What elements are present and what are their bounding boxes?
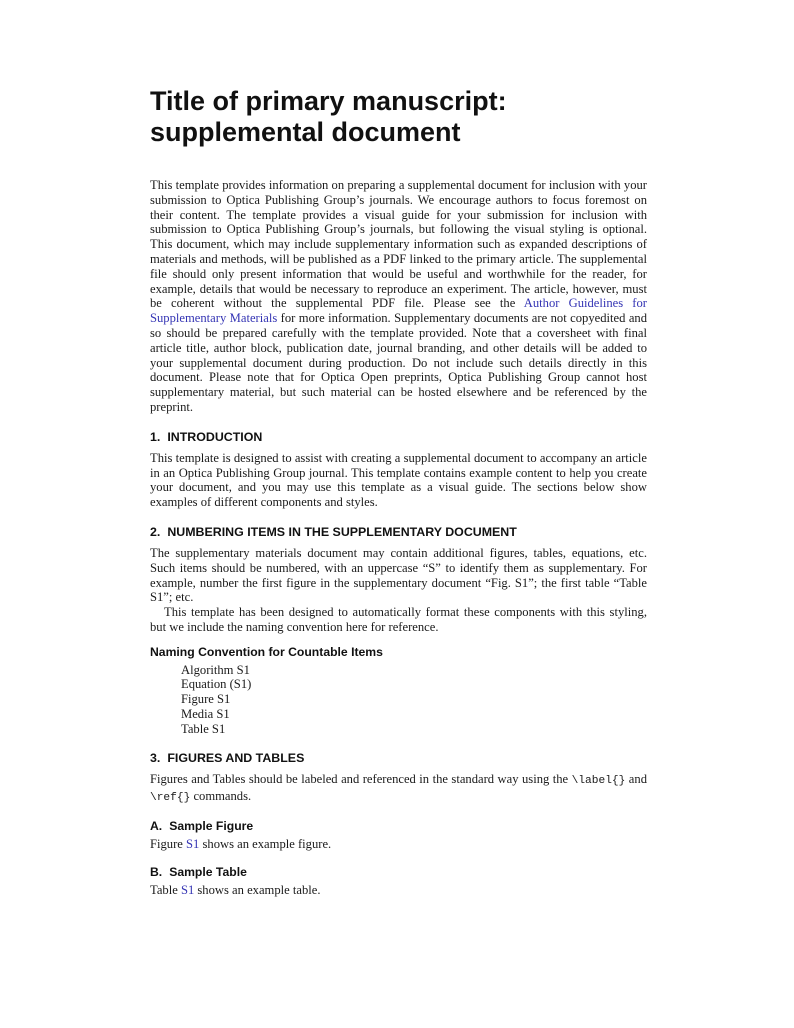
section-title: INTRODUCTION [167, 429, 263, 444]
section-1-heading [150, 430, 647, 444]
section-title: FIGURES AND TABLES [167, 751, 305, 766]
figures-tables-text-1: Figures and Tables should be labeled and referenced in the standard way using the [150, 772, 572, 787]
figures-tables-text-2: and [625, 772, 647, 787]
subsection-title: Sample Table [169, 864, 247, 879]
section-number: 1. [150, 429, 161, 444]
list-item: Figure S1 [181, 692, 231, 707]
lead-paragraph [150, 178, 647, 415]
page-title-line-2: supplemental document [150, 117, 461, 147]
figures-tables-text-3: commands. [190, 789, 252, 804]
lead-text-pre: This template provides information on preparing a supplemental document for inclusion with your submission to Optica Publishing Group’s journals. We encourage authors to focus foremost on their content. The template provides a visual guide for your submission for inclusion with submission to Optica Publishing Group’s journals, but following the visual styling is optional. This document, which may include supplementary information such as expanded descriptions of materials and methods, will be published as a PDF linked to the primary article. The supplemental file should only present information that would be useful and worthwhile for the reader, for example, details that would be necessary to reproduce an experiment. The article, however, must be coherent without the supplemental PDF file. Please see the [150, 178, 647, 311]
subsection-a-heading [150, 819, 647, 833]
page-title [150, 86, 647, 148]
sample-table-text-pre: Table [150, 882, 181, 897]
document-content [150, 86, 647, 897]
naming-convention-list [150, 663, 647, 737]
table-s1-ref-link[interactable]: S1 [180, 882, 195, 897]
section-number: 2. [150, 524, 161, 539]
list-item: Media S1 [181, 706, 230, 721]
sample-table-text-post: shows an example table. [194, 882, 321, 897]
figures-tables-paragraph [150, 772, 647, 806]
list-item: Table S1 [181, 721, 226, 736]
sample-figure-paragraph [150, 837, 647, 852]
page-title-line-1: Title of primary manuscript: [150, 86, 507, 116]
subsection-letter: B. [150, 864, 163, 879]
numbering-paragraph-1: The supplementary materials document may contain additional figures, tables, equations, etc. Such items should be numbered, with an uppercase “S” to identify them as supplementary. For example, number the first figure in the supplementary document “Fig. S1”; the first table “Table S1”; etc. [150, 545, 647, 605]
section-3-heading [150, 751, 647, 765]
author-guidelines-link[interactable]: Author Guidelines for Supplementary Materials [150, 296, 647, 326]
latex-label-command: \label{} [571, 775, 626, 788]
section-2-heading [150, 525, 647, 539]
section-title: NUMBERING ITEMS IN THE SUPPLEMENTARY DOCUMENT [167, 524, 517, 539]
section-number: 3. [150, 751, 161, 766]
sample-table-paragraph [150, 883, 647, 898]
figure-s1-ref-link[interactable]: S1 [186, 836, 200, 851]
numbering-paragraph-2: This template has been designed to automatically format these components with this styling, but we include the naming convention here for reference. [150, 605, 647, 634]
sample-figure-text-post: shows an example figure. [199, 836, 332, 851]
latex-ref-command: \ref{} [150, 792, 191, 805]
introduction-paragraph: This template is designed to assist with creating a supplemental document to accompany an article in an Optica Publishing Group journal. This template contains example content to help you create your document, and you may use this template as a visual guide. The sections below show examples of different components and styles. [150, 450, 647, 510]
subsection-b-heading [150, 865, 647, 879]
lead-text-post: for more information. Supplementary documents are not copyedited and so should be prepared carefully with the template provided. Note that a coversheet with final article title, author block, publication date, journal branding, and other details will be added to your supplemental document during production. Do not include such details directly in this document. Please note that for Optica Open preprints, Optica Publishing Group cannot host supplementary material, but such material can be hosted elsewhere and be referenced by the preprint. [150, 311, 648, 414]
list-item: Equation (S1) [181, 677, 252, 692]
subsection-title: Sample Figure [169, 818, 254, 833]
list-item: Algorithm S1 [181, 662, 250, 677]
subsection-letter: A. [150, 818, 163, 833]
naming-convention-heading: Naming Convention for Countable Items [150, 644, 383, 659]
sample-figure-text-pre: Figure [150, 836, 187, 851]
